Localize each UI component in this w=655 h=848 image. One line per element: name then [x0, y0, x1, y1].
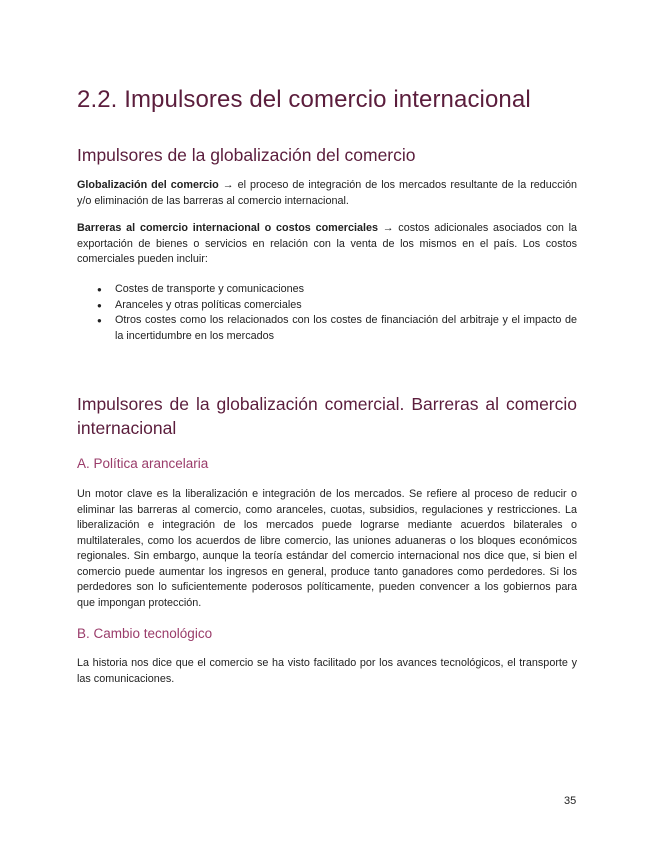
definition-barreras: → costos adicionales asociados con la exportación de bienes o servicios en relación con la venta de los mismos en el país. Los costos comerciales pueden incluir:: [77, 222, 577, 265]
definition-globalizacion: → el proceso de integración de los mercados resultante de la reducción y/o eliminación de las barreras al comercio internacional.: [77, 179, 578, 207]
heading-politica-arancelaria: A. Política arancelaria: [77, 456, 209, 471]
heading-cambio-tecnologico: B. Cambio tecnológico: [77, 626, 213, 641]
subsection-heading-globalizacion: Impulsores de la globalización del comercio: [77, 145, 416, 165]
list-item: ● Costes de transporte y comunicaciones: [77, 282, 577, 298]
list-item: ● Otros costes como los relacionados con los costes de financiación del arbitraje y el impacto de la incertidumbre en los mercados: [77, 313, 577, 344]
paragraph-globalizacion: [77, 178, 577, 209]
paragraph-barreras: [77, 221, 577, 268]
subsection-heading-barreras: Impulsores de la globalización comercial. Barreras al comercio internacional: [77, 394, 577, 438]
list-item: ● Aranceles y otras políticas comerciales: [77, 298, 577, 314]
section-title: 2.2. Impulsores del comercio internacional: [77, 86, 531, 113]
paragraph-politica-arancelaria: Un motor clave es la liberalización e integración de los mercados. Se refiere al proceso de reducir o eliminar las barreras al comercio, como aranceles, cuotas, subsidios, regulaciones y restricciones. La liberalización e integración de los mercados puede lograrse mediante acuerdos bilaterales o multilaterales, como los acuerdos de libre comercio, las uniones aduaneras o los bloques económicos regionales. Sin embargo, aunque la teoría estándar del comercio internacional nos dice que, si bien el comercio puede aumentar los ingresos en general, produce tanto ganadores como perdedores. Si los perdedores son lo suficientemente poderosos políticamente, pueden convencer a los gobiernos para que impongan protección.: [77, 488, 577, 609]
cost-list: [77, 282, 577, 344]
page-number: 35: [564, 795, 577, 807]
paragraph-cambio-tecnologico: La historia nos dice que el comercio se ha visto facilitado por los avances tecnológicos, el transporte y las comunicaciones.: [77, 657, 577, 685]
term-barreras: Barreras al comercio internacional o costos comerciales: [77, 222, 378, 234]
term-globalizacion: Globalización del comercio: [77, 179, 219, 191]
